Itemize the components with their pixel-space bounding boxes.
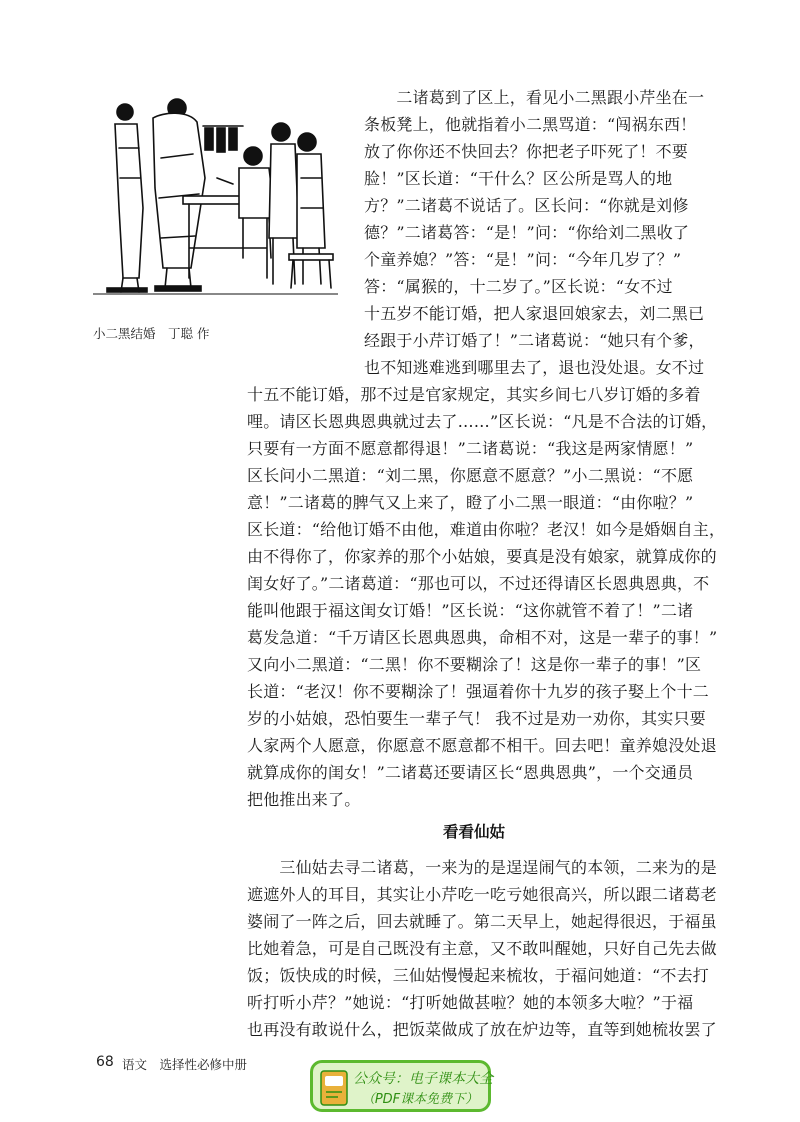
text-line: 三仙姑去寻二诸葛，一来为的是逞逞闹气的本领，二来为的是 xyxy=(247,858,717,877)
text-line: 把他推出来了。 xyxy=(247,790,361,809)
text-line: 由不得你了，你家养的那个小姑娘，要真是没有娘家，就算成你的 xyxy=(247,547,717,566)
text-line: 饭；饭快成的时候，三仙姑慢慢起来梳妆，于福问她道：“不去打 xyxy=(247,966,709,985)
illustration-caption: 小二黑结婚 丁聪 作 xyxy=(93,326,210,341)
text-line: 葛发急道：“千万请区长恩典恩典，命相不对，这是一辈子的事！” xyxy=(247,628,718,647)
text-line: 能叫他跟于福这闺女订婚！”区长说：“这你就管不着了！”二诸 xyxy=(247,601,694,620)
section-heading: 看看仙姑 xyxy=(443,823,506,841)
illustration-drawing xyxy=(93,88,338,306)
text-line: 脸！”区长道：“干什么？区公所是骂人的地 xyxy=(364,169,673,188)
book-logo-icon xyxy=(320,1070,348,1106)
text-line: 又向小二黑道：“二黑！你不要糊涂了！这是你一辈子的事！”区 xyxy=(247,655,702,674)
page-number: 68 xyxy=(96,1054,114,1070)
text-line: 听打听小芹？”她说：“打听她做甚啦？她的本领多大啦？”于福 xyxy=(247,993,694,1012)
text-line: 经跟于小芹订婚了！”二诸葛说：“她只有个爹， xyxy=(364,331,705,350)
text-line: 答：“属猴的，十二岁了。”区长说：“女不过 xyxy=(364,277,673,296)
text-line: 方？”二诸葛不说话了。区长问：“你就是刘修 xyxy=(364,196,689,215)
text-line: 也不知逃难逃到哪里去了，退也没处退。女不过 xyxy=(364,358,705,377)
text-line: 个童养媳？”答：“是！”问：“今年几岁了？” xyxy=(364,250,682,269)
watermark-line1: 公众号：电子课本大全 xyxy=(353,1071,493,1087)
text-line: 闺女好了。”二诸葛道：“那也可以，不过还得请区长恩典恩典，不 xyxy=(247,574,710,593)
text-line: 人家两个人愿意，你愿意不愿意都不相干。回去吧！童养媳没处退 xyxy=(247,736,717,755)
text-line: 条板凳上，他就指着小二黑骂道：“闯祸东西！ xyxy=(364,115,697,134)
text-line: 十五岁不能订婚，把人家退回娘家去，刘二黑已 xyxy=(364,304,705,323)
text-line: 意！”二诸葛的脾气又上来了，瞪了小二黑一眼道：“由你啦？” xyxy=(247,493,694,512)
text-line: 放了你你还不快回去？你把老子吓死了！不要 xyxy=(364,142,689,161)
text-line: 哩。请区长恩典恩典就过去了……”区长说：“凡是不合法的订婚， xyxy=(247,412,718,431)
text-line: 区长问小二黑道：“刘二黑，你愿意不愿意？”小二黑说：“不愿 xyxy=(247,466,694,485)
illustration xyxy=(93,88,338,306)
text-line: 遮遮外人的耳目，其实让小芹吃一吃亏她很高兴，所以跟二诸葛老 xyxy=(247,885,717,904)
text-line: 岁的小姑娘，恐怕要生一辈子气！ 我不过是劝一劝你，其实只要 xyxy=(247,709,706,728)
watermark-badge xyxy=(310,1060,491,1112)
text-line: 二诸葛到了区上，看见小二黑跟小芹坐在一 xyxy=(364,88,705,107)
text-line: 区长道：“给他订婚不由他，难道由你啦？老汉！如今是婚姻自主， xyxy=(247,520,726,539)
text-line: 婆闹了一阵之后，回去就睡了。第二天早上，她起得很迟，于福虽 xyxy=(247,912,717,931)
text-line: 就算成你的闺女！”二诸葛还要请区长“恩典恩典”，一个交通员 xyxy=(247,763,694,782)
text-line: 十五不能订婚，那不过是官家规定，其实乡间七八岁订婚的多着 xyxy=(247,385,701,404)
book-title: 语文 选择性必修中册 xyxy=(122,1057,248,1072)
text-line: 比她着急，可是自己既没有主意，又不敢叫醒她，只好自己先去做 xyxy=(247,939,717,958)
text-line: 德？”二诸葛答：“是！”问：“你给刘二黑收了 xyxy=(364,223,690,242)
watermark-line2: （PDF课本免费下） xyxy=(361,1092,479,1107)
text-line: 长道：“老汉！你不要糊涂了！强逼着你十九岁的孩子娶上个十二 xyxy=(247,682,709,701)
text-line: 也再没有敢说什么，把饭菜做成了放在炉边等，直等到她梳妆罢了 xyxy=(247,1020,717,1039)
text-line: 只要有一方面不愿意都得退！”二诸葛说：“我这是两家情愿！” xyxy=(247,439,694,458)
